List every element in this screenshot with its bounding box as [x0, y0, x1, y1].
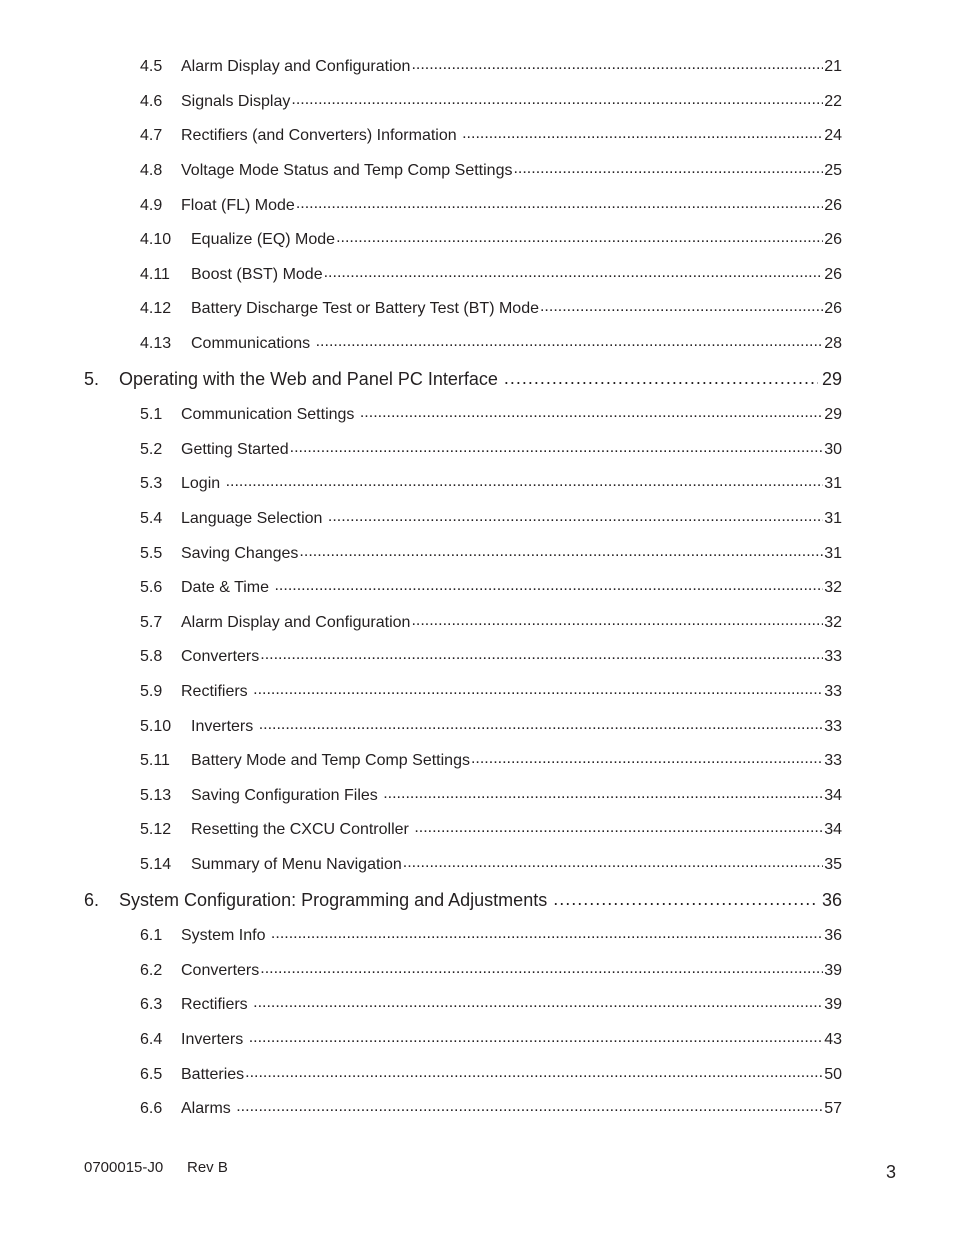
toc-entry-page: 33 [824, 752, 842, 769]
toc-section-entry[interactable] [140, 194, 842, 216]
toc-entry-title: Language Selection [181, 510, 327, 527]
toc-entry-page: 29 [821, 369, 842, 389]
toc-entry-title: Operating with the Web and Panel PC Interface [119, 369, 503, 389]
toc-entry-number: 5.8 [140, 648, 163, 665]
toc-entry-number: 5.11 [140, 752, 170, 769]
toc-entry-number: 5.10 [140, 718, 172, 735]
toc-entry-page: 36 [821, 890, 842, 910]
toc-entry-number: 5.4 [140, 510, 163, 527]
dot-leader [260, 645, 823, 661]
dot-leader [290, 438, 824, 454]
toc-section-entry[interactable] [140, 784, 842, 806]
toc-entry-page: 24 [824, 127, 842, 144]
toc-entry-page: 32 [824, 614, 842, 631]
toc-entry-title: Getting Started [181, 441, 289, 458]
toc-section-entry[interactable] [140, 924, 842, 946]
toc-entry-page: 34 [824, 821, 842, 838]
toc-entry-number: 5.1 [140, 406, 163, 423]
toc-section-entry[interactable] [140, 749, 842, 771]
dot-leader [316, 332, 824, 348]
toc-entry-page: 36 [824, 927, 842, 944]
dot-leader [553, 888, 818, 906]
toc-section-entry[interactable] [140, 645, 842, 667]
toc-entry-number: 5.14 [140, 856, 172, 873]
toc-entry-page: 39 [824, 996, 842, 1013]
toc-entry-page: 31 [824, 545, 842, 562]
toc-entry-page: 39 [824, 962, 842, 979]
toc-entry-number: 4.12 [140, 300, 172, 317]
toc-entry-number: 6.4 [140, 1031, 163, 1048]
toc-entry-number: 5.7 [140, 614, 163, 631]
document-code: 0700015-J0 [84, 1159, 164, 1176]
toc-section-entry[interactable] [140, 332, 842, 354]
toc-entry-page: 34 [824, 787, 842, 804]
toc-entry-number: 5.13 [140, 787, 172, 804]
toc-entry-number: 4.5 [140, 58, 163, 75]
toc-entry-title: Converters [181, 962, 260, 979]
toc-entry-page: 26 [824, 300, 842, 317]
toc-entry-number: 5.3 [140, 475, 163, 492]
toc-entry-number: 6.3 [140, 996, 163, 1013]
toc-entry-title: Resetting the CXCU Controller [191, 821, 414, 838]
toc-entry-title: Boost (BST) Mode [191, 266, 323, 283]
toc-entry-title: Batteries [181, 1066, 245, 1083]
toc-section-entry[interactable] [140, 576, 842, 598]
dot-leader [324, 263, 824, 279]
toc-section-entry[interactable] [140, 472, 842, 494]
toc-chapter-entry[interactable] [84, 367, 842, 391]
toc-entry-number: 6.1 [140, 927, 163, 944]
toc-section-entry[interactable] [140, 1063, 842, 1085]
toc-section-entry[interactable] [140, 959, 842, 981]
toc-entry-title: Alarm Display and Configuration [181, 614, 411, 631]
toc-entry-page: 28 [824, 335, 842, 352]
toc-section-entry[interactable] [140, 438, 842, 460]
dot-leader [249, 1028, 824, 1044]
dot-leader [299, 542, 823, 558]
toc-section-entry[interactable] [140, 680, 842, 702]
dot-leader [274, 576, 823, 592]
toc-entry-page: 33 [824, 648, 842, 665]
dot-leader [226, 472, 824, 488]
toc-entry-page: 33 [824, 683, 842, 700]
toc-entry-title: Alarms [181, 1100, 236, 1117]
toc-entry-number: 4.13 [140, 335, 172, 352]
dot-leader [260, 959, 823, 975]
dot-leader [471, 749, 823, 765]
toc-section-entry[interactable] [140, 818, 842, 840]
toc-section-entry[interactable] [140, 507, 842, 529]
toc-section-entry[interactable] [140, 1097, 842, 1119]
dot-leader [271, 924, 823, 940]
toc-section-entry[interactable] [140, 55, 842, 77]
toc-entry-title: Saving Changes [181, 545, 299, 562]
toc-entry-number: 4.11 [140, 266, 170, 283]
toc-entry-title: Summary of Menu Navigation [191, 856, 402, 873]
toc-entry-title: Saving Configuration Files [191, 787, 383, 804]
toc-section-entry[interactable] [140, 124, 842, 146]
toc-entry-number: 5. [84, 369, 100, 389]
toc-entry-title: Alarm Display and Configuration [181, 58, 411, 75]
toc-entry-number: 4.9 [140, 197, 163, 214]
toc-section-entry[interactable] [140, 542, 842, 564]
toc-entry-title: Login [181, 475, 225, 492]
toc-entry-number: 5.9 [140, 683, 163, 700]
toc-entry-page: 32 [824, 579, 842, 596]
toc-entry-page: 50 [824, 1066, 842, 1083]
toc-section-entry[interactable] [140, 853, 842, 875]
dot-leader [383, 784, 823, 800]
toc-entry-title: Communications [191, 335, 315, 352]
dot-leader [253, 680, 823, 696]
toc-section-entry[interactable] [140, 263, 842, 285]
toc-entry-page: 33 [824, 718, 842, 735]
toc-entry-title: System Info [181, 927, 270, 944]
toc-entry-page: 22 [824, 93, 842, 110]
dot-leader [403, 853, 823, 869]
toc-entry-page: 26 [824, 231, 842, 248]
toc-entry-page: 21 [824, 58, 842, 75]
toc-section-entry[interactable] [140, 715, 842, 737]
toc-entry-title: Date & Time [181, 579, 274, 596]
dot-leader [291, 90, 823, 106]
toc-entry-title: Float (FL) Mode [181, 197, 295, 214]
toc-section-entry[interactable] [140, 228, 842, 250]
toc-entry-title: Rectifiers [181, 996, 253, 1013]
toc-entry-page: 29 [824, 406, 842, 423]
toc-entry-title: System Configuration: Programming and Adjustments [119, 890, 553, 910]
toc-entry-number: 4.8 [140, 162, 163, 179]
toc-section-entry[interactable] [140, 611, 842, 633]
toc-entry-number: 6.6 [140, 1100, 163, 1117]
toc-section-entry[interactable] [140, 993, 842, 1015]
toc-entry-number: 4.7 [140, 127, 163, 144]
toc-entry-title: Equalize (EQ) Mode [191, 231, 336, 248]
dot-leader [411, 55, 823, 71]
toc-entry-number: 5.5 [140, 545, 163, 562]
dot-leader [540, 297, 823, 313]
toc-entry-page: 30 [824, 441, 842, 458]
toc-entry-title: Voltage Mode Status and Temp Comp Settings [181, 162, 513, 179]
dot-leader [245, 1063, 823, 1079]
dot-leader [328, 507, 823, 523]
toc-entry-page: 26 [824, 197, 842, 214]
toc-section-entry[interactable] [140, 403, 842, 425]
toc-entry-title: Rectifiers (and Converters) Information [181, 127, 462, 144]
toc-entry-title: Communication Settings [181, 406, 359, 423]
toc-entry-page: 31 [824, 475, 842, 492]
toc-entry-number: 6. [84, 890, 100, 910]
toc-entry-page: 31 [824, 510, 842, 527]
revision-label: Rev B [187, 1159, 228, 1176]
dot-leader [504, 367, 818, 385]
toc-entry-number: 6.5 [140, 1066, 163, 1083]
toc-entry-page: 26 [824, 266, 842, 283]
toc-entry-title: Converters [181, 648, 260, 665]
dot-leader [296, 194, 823, 210]
toc-chapter-entry[interactable] [84, 888, 842, 912]
dot-leader [462, 124, 823, 140]
toc-entry-number: 5.2 [140, 441, 163, 458]
toc-entry-number: 5.12 [140, 821, 172, 838]
toc-section-entry[interactable] [140, 1028, 842, 1050]
toc-entry-number: 4.10 [140, 231, 172, 248]
toc-entry-page: 57 [824, 1100, 842, 1117]
toc-entry-number: 6.2 [140, 962, 163, 979]
toc-entry-page: 35 [824, 856, 842, 873]
toc-entry-title: Battery Discharge Test or Battery Test (BT) Mode [191, 300, 539, 317]
page-number: 3 [886, 1162, 897, 1182]
dot-leader [253, 993, 823, 1009]
dot-leader [336, 228, 823, 244]
toc-section-entry[interactable] [140, 297, 842, 319]
toc-entry-page: 43 [824, 1031, 842, 1048]
toc-section-entry[interactable] [140, 90, 842, 112]
toc-entry-number: 4.6 [140, 93, 163, 110]
toc-entry-title: Inverters [181, 1031, 248, 1048]
toc-section-entry[interactable] [140, 159, 842, 181]
dot-leader [360, 403, 823, 419]
toc-entry-title: Inverters [191, 718, 258, 735]
toc-entry-title: Rectifiers [181, 683, 253, 700]
dot-leader [259, 715, 824, 731]
toc-entry-title: Battery Mode and Temp Comp Settings [191, 752, 470, 769]
toc-entry-page: 25 [824, 162, 842, 179]
dot-leader [414, 818, 823, 834]
dot-leader [236, 1097, 823, 1113]
toc-entry-number: 5.6 [140, 579, 163, 596]
toc-entry-title: Signals Display [181, 93, 291, 110]
dot-leader [411, 611, 823, 627]
dot-leader [513, 159, 823, 175]
